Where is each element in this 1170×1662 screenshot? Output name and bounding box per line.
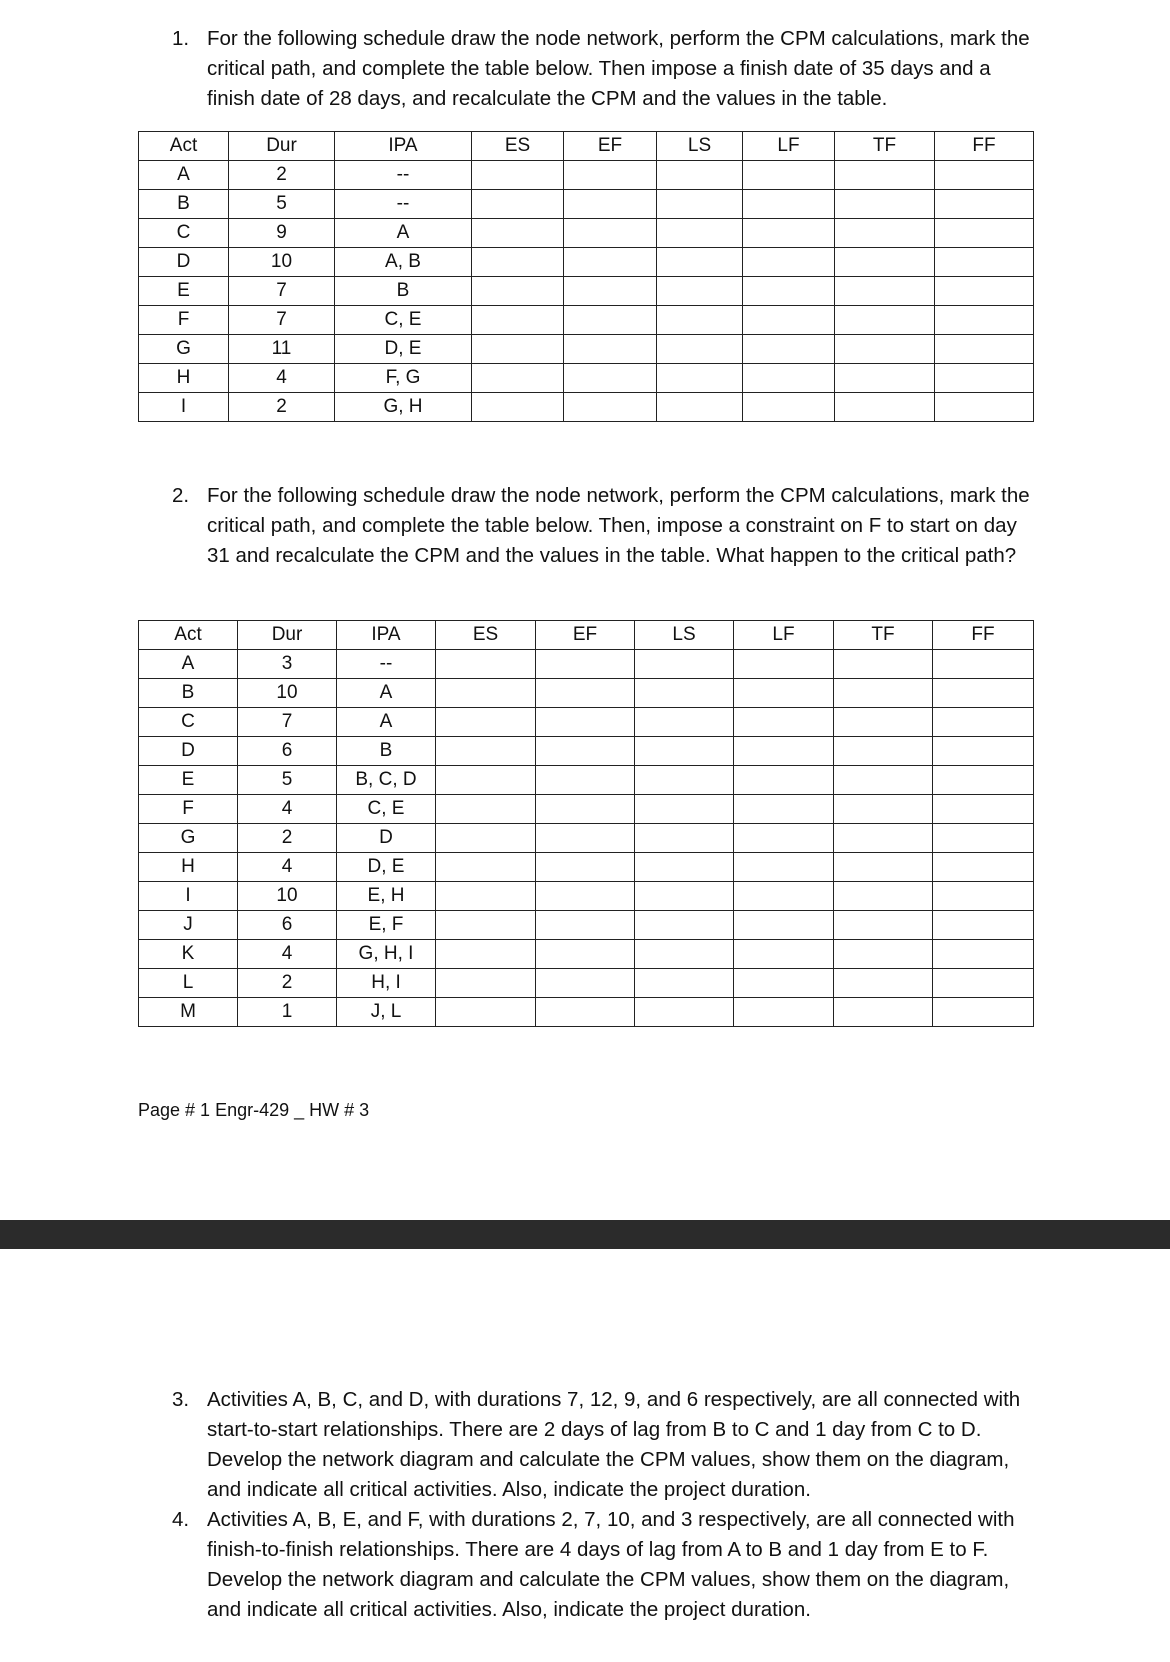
ls-cell[interactable]	[635, 882, 734, 911]
ef-cell[interactable]	[564, 190, 657, 219]
col-header: EF	[536, 621, 635, 650]
ef-cell[interactable]	[536, 853, 635, 882]
ff-cell[interactable]	[935, 393, 1034, 422]
ff-cell[interactable]	[933, 795, 1034, 824]
table-row	[139, 277, 1034, 306]
duration-cell: 7	[229, 277, 335, 306]
duration-cell: 2	[229, 393, 335, 422]
ls-cell[interactable]	[635, 940, 734, 969]
lf-cell[interactable]	[743, 306, 835, 335]
table-row	[139, 998, 1034, 1027]
duration-cell: 6	[238, 911, 337, 940]
lf-cell[interactable]	[734, 795, 834, 824]
es-cell[interactable]	[472, 364, 564, 393]
lf-cell[interactable]	[743, 248, 835, 277]
ef-cell[interactable]	[536, 969, 635, 998]
ef-cell[interactable]	[536, 708, 635, 737]
tf-cell[interactable]	[835, 277, 935, 306]
lf-cell[interactable]	[734, 766, 834, 795]
ff-cell[interactable]	[933, 737, 1034, 766]
activity-cell: H	[139, 853, 238, 882]
ff-cell[interactable]	[933, 679, 1034, 708]
es-cell[interactable]	[436, 650, 536, 679]
ff-cell[interactable]	[933, 969, 1034, 998]
ff-cell[interactable]	[933, 766, 1034, 795]
table-row	[139, 364, 1034, 393]
duration-cell: 9	[229, 219, 335, 248]
lf-cell[interactable]	[743, 190, 835, 219]
tf-cell[interactable]	[834, 940, 933, 969]
question-4	[172, 1505, 1042, 1625]
duration-cell: 10	[238, 679, 337, 708]
question-3-number: 3.	[172, 1388, 190, 1411]
activity-cell: A	[139, 650, 238, 679]
predecessor-cell: C, E	[335, 306, 472, 335]
tf-cell[interactable]	[834, 708, 933, 737]
lf-cell[interactable]	[743, 393, 835, 422]
ls-cell[interactable]	[635, 998, 734, 1027]
col-header: FF	[935, 132, 1034, 161]
es-cell[interactable]	[472, 277, 564, 306]
es-cell[interactable]	[436, 737, 536, 766]
ef-cell[interactable]	[536, 795, 635, 824]
table-row	[139, 882, 1034, 911]
activity-cell: B	[139, 679, 238, 708]
predecessor-cell: A	[337, 679, 436, 708]
tf-cell[interactable]	[835, 219, 935, 248]
es-cell[interactable]	[436, 708, 536, 737]
ls-cell[interactable]	[657, 161, 743, 190]
lf-cell[interactable]	[734, 969, 834, 998]
ff-cell[interactable]	[933, 824, 1034, 853]
duration-cell: 7	[229, 306, 335, 335]
predecessor-cell: B	[335, 277, 472, 306]
question-3	[172, 1385, 1042, 1505]
ls-cell[interactable]	[635, 795, 734, 824]
ls-cell[interactable]	[657, 190, 743, 219]
col-header: IPA	[337, 621, 436, 650]
ls-cell[interactable]	[657, 248, 743, 277]
lf-cell[interactable]	[734, 824, 834, 853]
activity-cell: B	[139, 190, 229, 219]
lf-cell[interactable]	[734, 940, 834, 969]
predecessor-cell: B, C, D	[337, 766, 436, 795]
tf-cell[interactable]	[834, 650, 933, 679]
table-row	[139, 824, 1034, 853]
duration-cell: 2	[238, 969, 337, 998]
table-2-header-row	[139, 621, 1034, 650]
page-separator-band	[0, 1220, 1170, 1249]
lf-cell[interactable]	[734, 911, 834, 940]
es-cell[interactable]	[472, 335, 564, 364]
ls-cell[interactable]	[635, 737, 734, 766]
es-cell[interactable]	[436, 824, 536, 853]
ls-cell[interactable]	[635, 911, 734, 940]
ff-cell[interactable]	[935, 335, 1034, 364]
activity-cell: I	[139, 882, 238, 911]
questions-3-4	[172, 1385, 1042, 1625]
col-header: FF	[933, 621, 1034, 650]
lf-cell[interactable]	[743, 219, 835, 248]
activity-cell: J	[139, 911, 238, 940]
tf-cell[interactable]	[835, 190, 935, 219]
ff-cell[interactable]	[935, 364, 1034, 393]
tf-cell[interactable]	[834, 969, 933, 998]
col-header: ES	[436, 621, 536, 650]
table-row	[139, 161, 1034, 190]
ff-cell[interactable]	[933, 708, 1034, 737]
ff-cell[interactable]	[935, 306, 1034, 335]
table-row	[139, 708, 1034, 737]
lf-cell[interactable]	[734, 679, 834, 708]
ef-cell[interactable]	[564, 248, 657, 277]
col-header: IPA	[335, 132, 472, 161]
ef-cell[interactable]	[536, 679, 635, 708]
predecessor-cell: G, H	[335, 393, 472, 422]
ef-cell[interactable]	[536, 940, 635, 969]
question-1-number: 1.	[172, 27, 190, 50]
predecessor-cell: --	[335, 161, 472, 190]
col-header: TF	[835, 132, 935, 161]
tf-cell[interactable]	[835, 306, 935, 335]
duration-cell: 10	[238, 882, 337, 911]
predecessor-cell: D	[337, 824, 436, 853]
table-row	[139, 969, 1034, 998]
duration-cell: 4	[229, 364, 335, 393]
tf-cell[interactable]	[835, 248, 935, 277]
tf-cell[interactable]	[834, 998, 933, 1027]
ef-cell[interactable]	[536, 650, 635, 679]
duration-cell: 2	[238, 824, 337, 853]
activity-cell: L	[139, 969, 238, 998]
ef-cell[interactable]	[564, 335, 657, 364]
ls-cell[interactable]	[635, 650, 734, 679]
activity-cell: E	[139, 766, 238, 795]
lf-cell[interactable]	[743, 161, 835, 190]
cpm-table-2	[138, 620, 1034, 1027]
ls-cell[interactable]	[635, 708, 734, 737]
ef-cell[interactable]	[536, 998, 635, 1027]
duration-cell: 3	[238, 650, 337, 679]
es-cell[interactable]	[436, 998, 536, 1027]
ls-cell[interactable]	[635, 766, 734, 795]
predecessor-cell: E, H	[337, 882, 436, 911]
ff-cell[interactable]	[935, 161, 1034, 190]
ls-cell[interactable]	[635, 679, 734, 708]
tf-cell[interactable]	[834, 853, 933, 882]
ff-cell[interactable]	[933, 911, 1034, 940]
table-row	[139, 853, 1034, 882]
tf-cell[interactable]	[835, 161, 935, 190]
question-4-number: 4.	[172, 1508, 190, 1531]
table-row	[139, 940, 1034, 969]
activity-cell: C	[139, 219, 229, 248]
ef-cell[interactable]	[564, 161, 657, 190]
question-2-text: For the following schedule draw the node network, perform the CPM calculations, mark the critical path, and complete the table below. Then, impose a constraint on F to start on day 31 and recalculate the CPM and the values in the table. What happen to the critical path?	[207, 484, 1030, 567]
es-cell[interactable]	[436, 940, 536, 969]
activity-cell: M	[139, 998, 238, 1027]
ef-cell[interactable]	[564, 393, 657, 422]
ef-cell[interactable]	[564, 219, 657, 248]
ef-cell[interactable]	[564, 277, 657, 306]
tf-cell[interactable]	[834, 766, 933, 795]
duration-cell: 2	[229, 161, 335, 190]
es-cell[interactable]	[472, 248, 564, 277]
predecessor-cell: A	[337, 708, 436, 737]
activity-cell: F	[139, 795, 238, 824]
table-row	[139, 650, 1034, 679]
lf-cell[interactable]	[734, 737, 834, 766]
predecessor-cell: D, E	[335, 335, 472, 364]
ff-cell[interactable]	[933, 940, 1034, 969]
predecessor-cell: G, H, I	[337, 940, 436, 969]
ff-cell[interactable]	[935, 219, 1034, 248]
ef-cell[interactable]	[536, 766, 635, 795]
table-row	[139, 795, 1034, 824]
duration-cell: 6	[238, 737, 337, 766]
table-row	[139, 219, 1034, 248]
ef-cell[interactable]	[536, 824, 635, 853]
activity-cell: G	[139, 824, 238, 853]
predecessor-cell: B	[337, 737, 436, 766]
question-1	[172, 24, 1032, 114]
tf-cell[interactable]	[834, 795, 933, 824]
ef-cell[interactable]	[564, 306, 657, 335]
ff-cell[interactable]	[935, 248, 1034, 277]
es-cell[interactable]	[472, 306, 564, 335]
question-2	[172, 481, 1032, 571]
tf-cell[interactable]	[835, 393, 935, 422]
ls-cell[interactable]	[635, 824, 734, 853]
lf-cell[interactable]	[734, 882, 834, 911]
predecessor-cell: A, B	[335, 248, 472, 277]
predecessor-cell: F, G	[335, 364, 472, 393]
duration-cell: 11	[229, 335, 335, 364]
tf-cell[interactable]	[834, 737, 933, 766]
lf-cell[interactable]	[734, 650, 834, 679]
activity-cell: C	[139, 708, 238, 737]
col-header: Dur	[229, 132, 335, 161]
duration-cell: 4	[238, 940, 337, 969]
tf-cell[interactable]	[834, 679, 933, 708]
es-cell[interactable]	[472, 161, 564, 190]
col-header: LF	[734, 621, 834, 650]
table-row	[139, 911, 1034, 940]
es-cell[interactable]	[436, 795, 536, 824]
ls-cell[interactable]	[657, 393, 743, 422]
ef-cell[interactable]	[536, 882, 635, 911]
lf-cell[interactable]	[743, 364, 835, 393]
table-row	[139, 306, 1034, 335]
activity-cell: F	[139, 306, 229, 335]
tf-cell[interactable]	[834, 911, 933, 940]
duration-cell: 5	[238, 766, 337, 795]
es-cell[interactable]	[472, 393, 564, 422]
col-header: TF	[834, 621, 933, 650]
es-cell[interactable]	[436, 679, 536, 708]
activity-cell: A	[139, 161, 229, 190]
ff-cell[interactable]	[933, 650, 1034, 679]
table-row	[139, 679, 1034, 708]
activity-cell: G	[139, 335, 229, 364]
duration-cell: 1	[238, 998, 337, 1027]
predecessor-cell: H, I	[337, 969, 436, 998]
ff-cell[interactable]	[933, 853, 1034, 882]
es-cell[interactable]	[472, 219, 564, 248]
col-header: EF	[564, 132, 657, 161]
ls-cell[interactable]	[657, 306, 743, 335]
activity-cell: H	[139, 364, 229, 393]
tf-cell[interactable]	[834, 824, 933, 853]
table-row	[139, 190, 1034, 219]
col-header: ES	[472, 132, 564, 161]
question-1-text: For the following schedule draw the node network, perform the CPM calculations, mark the critical path, and complete the table below. Then impose a finish date of 35 days and a finish date of 28 days, and recalculate the CPM and the values in the table.	[207, 27, 1030, 110]
es-cell[interactable]	[436, 969, 536, 998]
ef-cell[interactable]	[564, 364, 657, 393]
ls-cell[interactable]	[635, 853, 734, 882]
tf-cell[interactable]	[835, 335, 935, 364]
tf-cell[interactable]	[834, 882, 933, 911]
cpm-table-1	[138, 131, 1034, 422]
col-header: LS	[657, 132, 743, 161]
table-row	[139, 393, 1034, 422]
question-4-text: Activities A, B, E, and F, with durations 2, 7, 10, and 3 respectively, are all connected with finish-to-finish relationships. There are 4 days of lag from A to B and 1 day from E to F. Develop the network diagram and calculate the CPM values, show them on the diagram, and indicate all critical activities. Also, indicate the project duration.	[207, 1508, 1015, 1621]
duration-cell: 5	[229, 190, 335, 219]
predecessor-cell: E, F	[337, 911, 436, 940]
predecessor-cell: --	[337, 650, 436, 679]
es-cell[interactable]	[436, 882, 536, 911]
es-cell[interactable]	[472, 190, 564, 219]
ls-cell[interactable]	[657, 219, 743, 248]
page-footer: Page # 1 Engr-429 _ HW # 3	[138, 1100, 370, 1120]
es-cell[interactable]	[436, 766, 536, 795]
duration-cell: 7	[238, 708, 337, 737]
lf-cell[interactable]	[743, 335, 835, 364]
table-row	[139, 766, 1034, 795]
duration-cell: 4	[238, 795, 337, 824]
ls-cell[interactable]	[657, 335, 743, 364]
predecessor-cell: C, E	[337, 795, 436, 824]
lf-cell[interactable]	[734, 998, 834, 1027]
ff-cell[interactable]	[935, 190, 1034, 219]
predecessor-cell: A	[335, 219, 472, 248]
lf-cell[interactable]	[743, 277, 835, 306]
ef-cell[interactable]	[536, 911, 635, 940]
activity-cell: D	[139, 248, 229, 277]
col-header: Act	[139, 621, 238, 650]
activity-cell: K	[139, 940, 238, 969]
duration-cell: 4	[238, 853, 337, 882]
lf-cell[interactable]	[734, 708, 834, 737]
col-header: LS	[635, 621, 734, 650]
predecessor-cell: J, L	[337, 998, 436, 1027]
predecessor-cell: D, E	[337, 853, 436, 882]
activity-cell: D	[139, 737, 238, 766]
table-row	[139, 737, 1034, 766]
table-1-header-row	[139, 132, 1034, 161]
ff-cell[interactable]	[933, 882, 1034, 911]
ff-cell[interactable]	[933, 998, 1034, 1027]
col-header: LF	[743, 132, 835, 161]
col-header: Act	[139, 132, 229, 161]
activity-cell: I	[139, 393, 229, 422]
table-row	[139, 335, 1034, 364]
lf-cell[interactable]	[734, 853, 834, 882]
col-header: Dur	[238, 621, 337, 650]
ls-cell[interactable]	[635, 969, 734, 998]
ls-cell[interactable]	[657, 277, 743, 306]
es-cell[interactable]	[436, 853, 536, 882]
es-cell[interactable]	[436, 911, 536, 940]
question-3-text: Activities A, B, C, and D, with durations 7, 12, 9, and 6 respectively, are all connected with start-to-start relationships. There are 2 days of lag from B to C and 1 day from C to D. Develop the network diagram and calculate the CPM values, show them on the diagram, and indicate all critical activities. Also, indicate the project duration.	[207, 1388, 1021, 1501]
duration-cell: 10	[229, 248, 335, 277]
ff-cell[interactable]	[935, 277, 1034, 306]
ls-cell[interactable]	[657, 364, 743, 393]
question-2-number: 2.	[172, 484, 190, 507]
predecessor-cell: --	[335, 190, 472, 219]
table-row	[139, 248, 1034, 277]
tf-cell[interactable]	[835, 364, 935, 393]
ef-cell[interactable]	[536, 737, 635, 766]
activity-cell: E	[139, 277, 229, 306]
